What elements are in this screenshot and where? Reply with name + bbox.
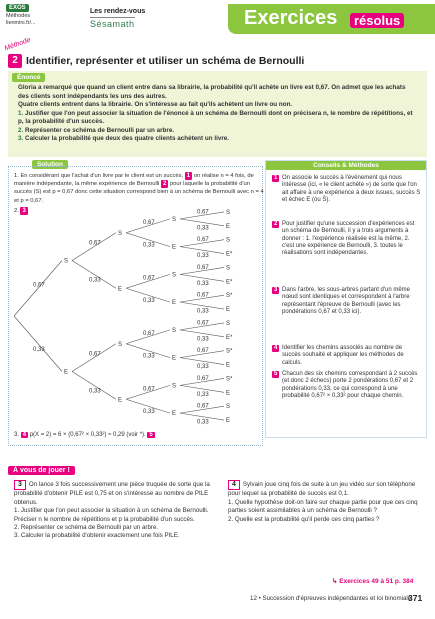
tree-node: E: [64, 369, 69, 376]
tree-node: S: [118, 341, 123, 348]
branch-probability: 0,67: [143, 219, 155, 226]
tree-node: E: [172, 411, 177, 418]
methode-label: Méthode: [3, 36, 32, 53]
branch-probability: 0,33: [197, 364, 209, 371]
conseil-ref-badge: 1: [186, 173, 191, 179]
enonce-paragraph: Quatre clients entrent dans la librairie. On s'intéresse au fait qu'ils achètent un livre ou non.: [18, 101, 293, 108]
enonce-paragraph: Gloria a remarqué que quand un client entre dans sa librairie, la probabilité qu'il achète un livre est 0,67. On admet que les achats des clients sont indépendants les uns des autres.: [18, 84, 406, 100]
exercise-text: Sylvain joue cinq fois de suite à un jeu vidéo sur son téléphone pour lequel sa probabilité de succès est 0,1.: [228, 481, 416, 498]
tree-node: S: [226, 265, 231, 272]
solution-answer: [14, 432, 155, 438]
tree-node: E: [226, 307, 231, 314]
conseil-number: 1: [274, 175, 278, 181]
tree-node: S: [64, 258, 69, 265]
conseil-item: [272, 175, 422, 204]
branch-probability: 0,33: [197, 280, 209, 287]
exercise-question: 2. Représenter ce schéma de Bernoulli par un arbre.: [14, 524, 159, 532]
page-number: 371: [408, 593, 423, 603]
branch-probability: 0,67: [143, 330, 155, 337]
tree-node: S*: [226, 348, 233, 355]
conseil-number: 5: [274, 371, 278, 377]
branch-probability: 0,33: [143, 242, 155, 249]
conseil-ref-badge: 5: [149, 432, 153, 438]
exercise-number: 4: [228, 480, 240, 490]
method-title: Identifier, représenter et utiliser un schéma de Bernoulli: [26, 55, 305, 67]
banner-subtitle: résolus: [350, 13, 404, 28]
tree-node: E: [172, 244, 177, 251]
conseil-number: 2: [274, 221, 278, 227]
tree-node: E: [226, 418, 231, 425]
question-1: [18, 110, 418, 127]
conseil-ref-badge: 4: [22, 432, 27, 438]
tree-node: E*: [226, 251, 233, 258]
tree-node: E: [172, 300, 177, 307]
tree-node: S: [172, 383, 177, 390]
tree-branch: [72, 261, 116, 289]
arrow-icon: ↳: [332, 578, 340, 585]
tree-node: E*: [226, 279, 233, 286]
branch-probability: 0,33: [89, 388, 101, 395]
branch-probability: 0,67: [197, 237, 209, 244]
tree-node: S: [172, 216, 177, 223]
branch-probability: 0,33: [197, 336, 209, 343]
tree-branch: [72, 344, 116, 372]
exercise-question: 2. Quelle est la probabilité qu'il perde ces cinq parties ?: [228, 515, 380, 523]
tree-node: S*: [226, 293, 233, 300]
branch-probability: 0,67: [197, 375, 209, 382]
question-2: [18, 127, 418, 136]
tree-node: S: [226, 404, 231, 411]
branch-probability: 0,33: [143, 409, 155, 416]
branch-probability: 0,67: [89, 240, 101, 247]
conseil-ref-badge: 2: [162, 181, 167, 188]
branch-probability: 0,33: [89, 277, 101, 284]
branch-probability: 0,33: [143, 353, 155, 360]
tree-branch: [14, 261, 62, 317]
branch-probability: 0,67: [197, 264, 209, 271]
solution-line: pour laquelle la probabilité d'un succès (S) est p = 0,67 donc cette situation correspond bien à un schéma de Bernoulli avec n = 4 et p = 0,67.: [14, 181, 264, 204]
conseil-text: Identifier les chemins associés au nombre de succès souhaité et appliquer les méthodes de calculs.: [282, 345, 404, 366]
solution-tag: Solution: [32, 160, 68, 169]
branch-probability: 0,67: [197, 320, 209, 327]
enonce-box: [8, 71, 427, 157]
tree-node: E: [118, 286, 123, 293]
branch-probability: 0,33: [197, 308, 209, 315]
exercise-3: [14, 480, 214, 541]
chapter-footer: 12 • Succession d'épreuves indépendantes et loi binomiale: [250, 595, 412, 602]
tree-node: S: [226, 209, 231, 216]
enonce-text: [18, 84, 418, 144]
solution-line: on réalise n = 4 fois, de manière indépendante, la même expérience de Bernoulli: [14, 173, 254, 188]
question-number: 3.: [18, 135, 24, 142]
question-number: 1.: [18, 109, 24, 117]
tree-node: S: [226, 320, 231, 327]
conseil-item: [272, 221, 422, 257]
solution-step: 3.: [14, 432, 20, 438]
methodes-label: [6, 13, 36, 27]
tree-node: S: [118, 230, 123, 237]
tree-node: S: [172, 327, 177, 334]
tree-node: E*: [226, 334, 233, 341]
page-header: [0, 0, 435, 40]
exercise-text: On lance 3 fois successivement une pièce truquée de sorte que la probabilité d'obtenir PILE est 0,75 et on s'intéresse au nombre de PILE obtenus.: [14, 481, 210, 506]
exercise-number: 3: [14, 480, 26, 490]
tree-node: E: [226, 223, 231, 230]
exercise-4: [228, 480, 428, 524]
probability-tree: [14, 205, 264, 430]
tree-branch: [72, 372, 116, 400]
exercise-question: 1. Quelle hypothèse doit-on faire sur chaque partie pour que ces cinq parties soient assimilables à un schéma de Bernoulli ?: [228, 498, 418, 515]
tree-branch: [14, 316, 62, 372]
sesamath-logo: Sésamath: [90, 19, 135, 29]
branch-probability: 0,33: [197, 253, 209, 260]
branch-probability: 0,67: [33, 282, 45, 289]
conseils-methodes-panel: [265, 160, 427, 438]
exercise-question: 3. Calculer la probabilité d'obtenir exactement une fois PILE.: [14, 532, 180, 540]
conseil-text: On associe le succès à l'événement qui nous intéresse (ici, « le client achète ») de sorte que l'on ait affaire à une expérience à deux issues, succès S et échec E (ou S̄).: [282, 175, 421, 203]
branch-probability: 0,33: [143, 298, 155, 305]
exercise-question: 1. Justifier que l'on peut associer la situation à un schéma de Bernoulli. Préciser n le nombre de répétitions et p la probabilité d'un succès.: [14, 507, 209, 523]
branch-probability: 0,33: [33, 346, 45, 353]
question-3: [18, 135, 418, 144]
conseil-text: Chacun des six chemins correspondant à 2 succès (et donc 2 échecs) porte 2 pondérations 0,67 et 2 pondérations 0,33, ce qui correspond à une probabilité 0,67² × 0,33² pour chaque chemin.: [282, 371, 418, 399]
conseil-text: Pour justifier qu'une succession d'expériences est un schéma de Bernoulli, il y a trois arguments à donner : 1. l'expérience réalisée est la même, 2. c'est une expérience de Bernoulli, 3. toutes le réalisations sont indépendantes.: [282, 221, 415, 257]
tree-node: E: [118, 397, 123, 404]
conseil-item: [272, 345, 422, 367]
branch-probability: 0,67: [197, 209, 209, 216]
a-vous-de-jouer-tag: À vous de jouer !: [8, 466, 75, 475]
question-text: Représenter ce schéma de Bernoulli par un arbre.: [25, 126, 175, 134]
question-text: Calculer la probabilité que deux des quatre clients achètent un livre.: [25, 135, 230, 142]
conseil-number: 3: [274, 287, 278, 293]
conseil-number: 4: [274, 345, 278, 351]
conseil-text: Dans l'arbre, les sous-arbres partant d'un même nœud sont identiques et correspondent à l'arbre représentant l'épreuve de Bernoulli (avec les pondérations 0,67 et 0,33 ici).: [282, 287, 411, 315]
solution-step: 2.: [14, 207, 19, 214]
tree-node: S: [226, 237, 231, 244]
branch-probability: 0,67: [143, 275, 155, 282]
lien-text[interactable]: lienmini.fr/...: [6, 20, 36, 26]
conseil-item: [272, 371, 422, 400]
branch-probability: 0,67: [197, 348, 209, 355]
conseil-ref-badge: 3: [22, 207, 26, 214]
tree-node: E: [172, 355, 177, 362]
methodes-text: Méthodes: [6, 13, 31, 19]
reference-text: Exercices 49 à 51 p. 384: [339, 578, 414, 585]
tree-node: E: [226, 390, 231, 397]
conseil-item: [272, 287, 422, 316]
question-text: Justifier que l'on peut associer la situation de l'énoncé à un schéma de Bernoulli dont on précisera n, le nombre de répétitions, et p, la probabilité d'un succès.: [18, 109, 413, 125]
conseils-title: Conseils & Méthodes: [266, 161, 426, 170]
question-number: 2.: [18, 126, 24, 134]
branch-probability: 0,67: [143, 386, 155, 393]
exercices-banner: [228, 4, 435, 34]
enonce-tag: Énoncé: [12, 73, 45, 82]
branch-probability: 0,33: [197, 391, 209, 398]
branch-probability: 0,67: [89, 351, 101, 358]
branch-probability: 0,33: [197, 225, 209, 232]
exercises-reference-link[interactable]: [332, 577, 413, 585]
branch-probability: 0,33: [197, 419, 209, 426]
method-number-badge: 2: [8, 54, 22, 68]
rendez-vous-label: Les rendez-vous: [90, 8, 146, 15]
solution-line: 1. En considérant que l'achat d'un livre par le client est un succès,: [14, 173, 184, 179]
tree-branch: [72, 233, 116, 261]
branch-probability: 0,67: [197, 403, 209, 410]
tree-node: E: [226, 362, 231, 369]
banner-title: Exercices: [244, 7, 338, 29]
tree-node: S*: [226, 376, 233, 383]
probability-formula: p(X = 2) = 6 × (0,67² × 0,33²) ≈ 0,29 (voir *).: [29, 432, 146, 438]
tree-node: S: [172, 272, 177, 279]
exos-badge: EXOS: [6, 4, 29, 12]
branch-probability: 0,67: [197, 292, 209, 299]
